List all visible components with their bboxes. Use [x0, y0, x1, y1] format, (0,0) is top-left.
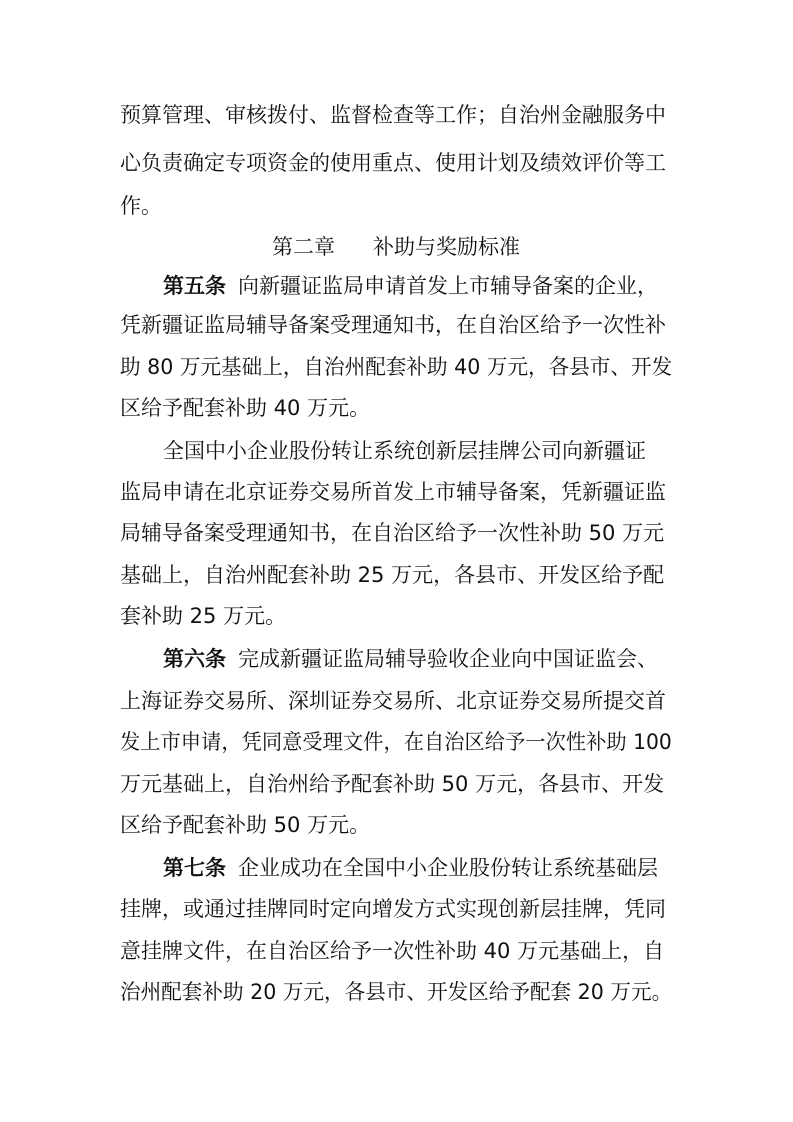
article-5-first-line: [163, 271, 658, 301]
text-line: 监局申请在北京证券交易所首发上市辅导备案，凭新疆证监: [120, 480, 666, 504]
text-line: 企业成功在全国中小企业股份转让系统基础层: [238, 856, 658, 880]
text-line: 作。: [120, 194, 162, 218]
article-7-first-line: [163, 853, 658, 883]
text-line: 治州配套补助 20 万元，各县市、开发区给予配套 20 万元。: [120, 980, 673, 1004]
article-label: 第五条: [163, 274, 226, 298]
text-line: 助 80 万元基础上，自治州配套补助 40 万元，各县市、开发: [120, 355, 673, 379]
text-line: 意挂牌文件，在自治区给予一次性补助 40 万元基础上，自: [120, 939, 665, 963]
article-6-first-line: [163, 644, 658, 674]
article-label: 第七条: [163, 856, 226, 880]
text-line: 挂牌，或通过挂牌同时定向增发方式实现创新层挂牌，凭同: [120, 897, 666, 921]
text-line: 套补助 25 万元。: [120, 604, 287, 628]
text-line: 向新疆证监局申请首发上市辅导备案的企业，: [238, 274, 658, 298]
text-line: 区给予配套补助 40 万元。: [120, 396, 371, 420]
text-line: 局辅导备案受理通知书，在自治区给予一次性补助 50 万元: [120, 521, 665, 545]
text-line: 全国中小企业股份转让系统创新层挂牌公司向新疆证: [163, 439, 646, 463]
chapter-heading: [272, 232, 520, 262]
text-line: 预算管理、审核拨付、监督检查等工作；自治州金融服务中: [120, 103, 666, 127]
text-line: 区给予配套补助 50 万元。: [120, 813, 371, 837]
text-line: 上海证券交易所、深圳证券交易所、北京证券交易所提交首: [120, 689, 666, 713]
text-line: 基础上，自治州配套补助 25 万元，各县市、开发区给予配: [120, 563, 665, 587]
text-line: 凭新疆证监局辅导备案受理通知书，在自治区给予一次性补: [120, 313, 666, 337]
article-label: 第六条: [163, 647, 226, 671]
chapter-number: 第二章: [272, 235, 335, 259]
text-line: 发上市申请，凭同意受理文件，在自治区给予一次性补助 100: [120, 730, 672, 754]
text-line: 万元基础上，自治州给予配套补助 50 万元，各县市、开发: [120, 772, 665, 796]
text-line: 心负责确定专项资金的使用重点、使用计划及绩效评价等工: [120, 151, 666, 175]
chapter-title: 补助与奖励标准: [373, 235, 520, 259]
text-line: 完成新疆证监局辅导验收企业向中国证监会、: [238, 647, 658, 671]
